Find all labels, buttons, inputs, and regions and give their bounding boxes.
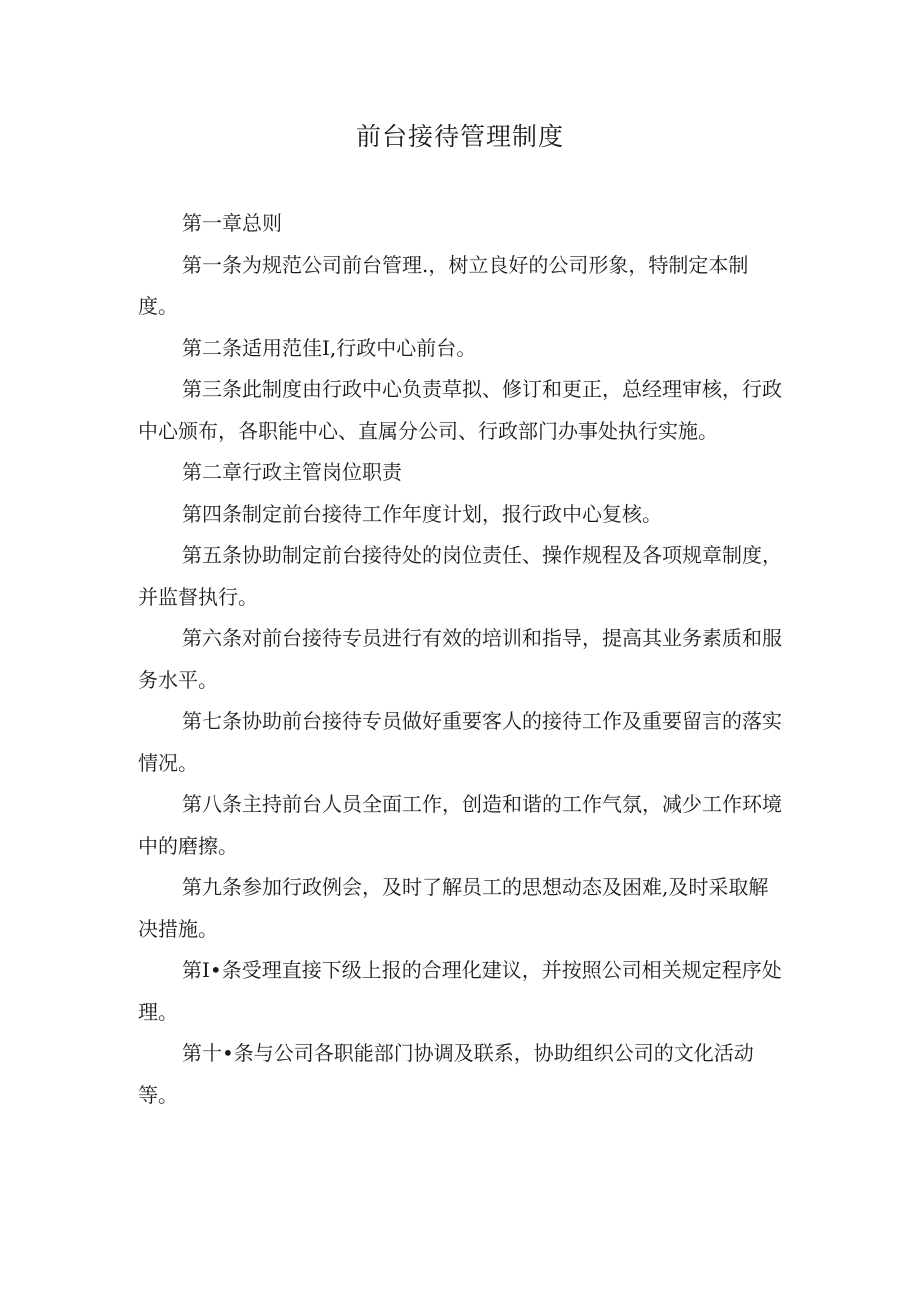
article-paragraph: 第七条协助前台接待专员做好重要客人的接待工作及重要留言的落实情况。: [138, 709, 782, 775]
article-paragraph: 第九条参加行政例会，及时了解员工的思想动态及困难,及时采取解决措施。: [138, 875, 769, 941]
article-paragraph: 第一条为规范公司前台管理.，树立良好的公司形象，特制定本制度。: [138, 252, 749, 318]
article-paragraph: 第十•条与公司各职能部门协调及联系，协助组织公司的文化活动等。: [138, 1041, 754, 1107]
article-paragraph: 第I•条受理直接下级上报的合理化建议，并按照公司相关规定程序处理。: [138, 958, 782, 1024]
chapter-heading: 第一章总则: [182, 211, 282, 235]
article-paragraph: 第六条对前台接待专员进行有效的培训和指导，提高其业务素质和服务水平。: [138, 626, 782, 692]
article-paragraph: 第三条此制度由行政中心负责草拟、修订和更正，总经理审核，行政中心颁布，各职能中心、直属分公司、行政部门办事处执行实施。: [138, 377, 782, 443]
article-paragraph: 第八条主持前台人员全面工作，创造和谐的工作气氛，减少工作环境中的磨擦。: [138, 792, 782, 858]
document-title: 前台接待管理制度: [355, 122, 564, 151]
document-body: [138, 203, 788, 1116]
chapter-heading: 第二章行政主管岗位职责: [182, 460, 402, 484]
article-paragraph: 第四条制定前台接待工作年度计划，报行政中心复核。: [182, 501, 662, 526]
article-paragraph: 第二条适用范佳I,行政中心前台。: [182, 335, 477, 360]
article-paragraph: 第五条协助制定前台接待处的岗位责任、操作规程及各项规章制度，并监督执行。: [138, 543, 782, 609]
